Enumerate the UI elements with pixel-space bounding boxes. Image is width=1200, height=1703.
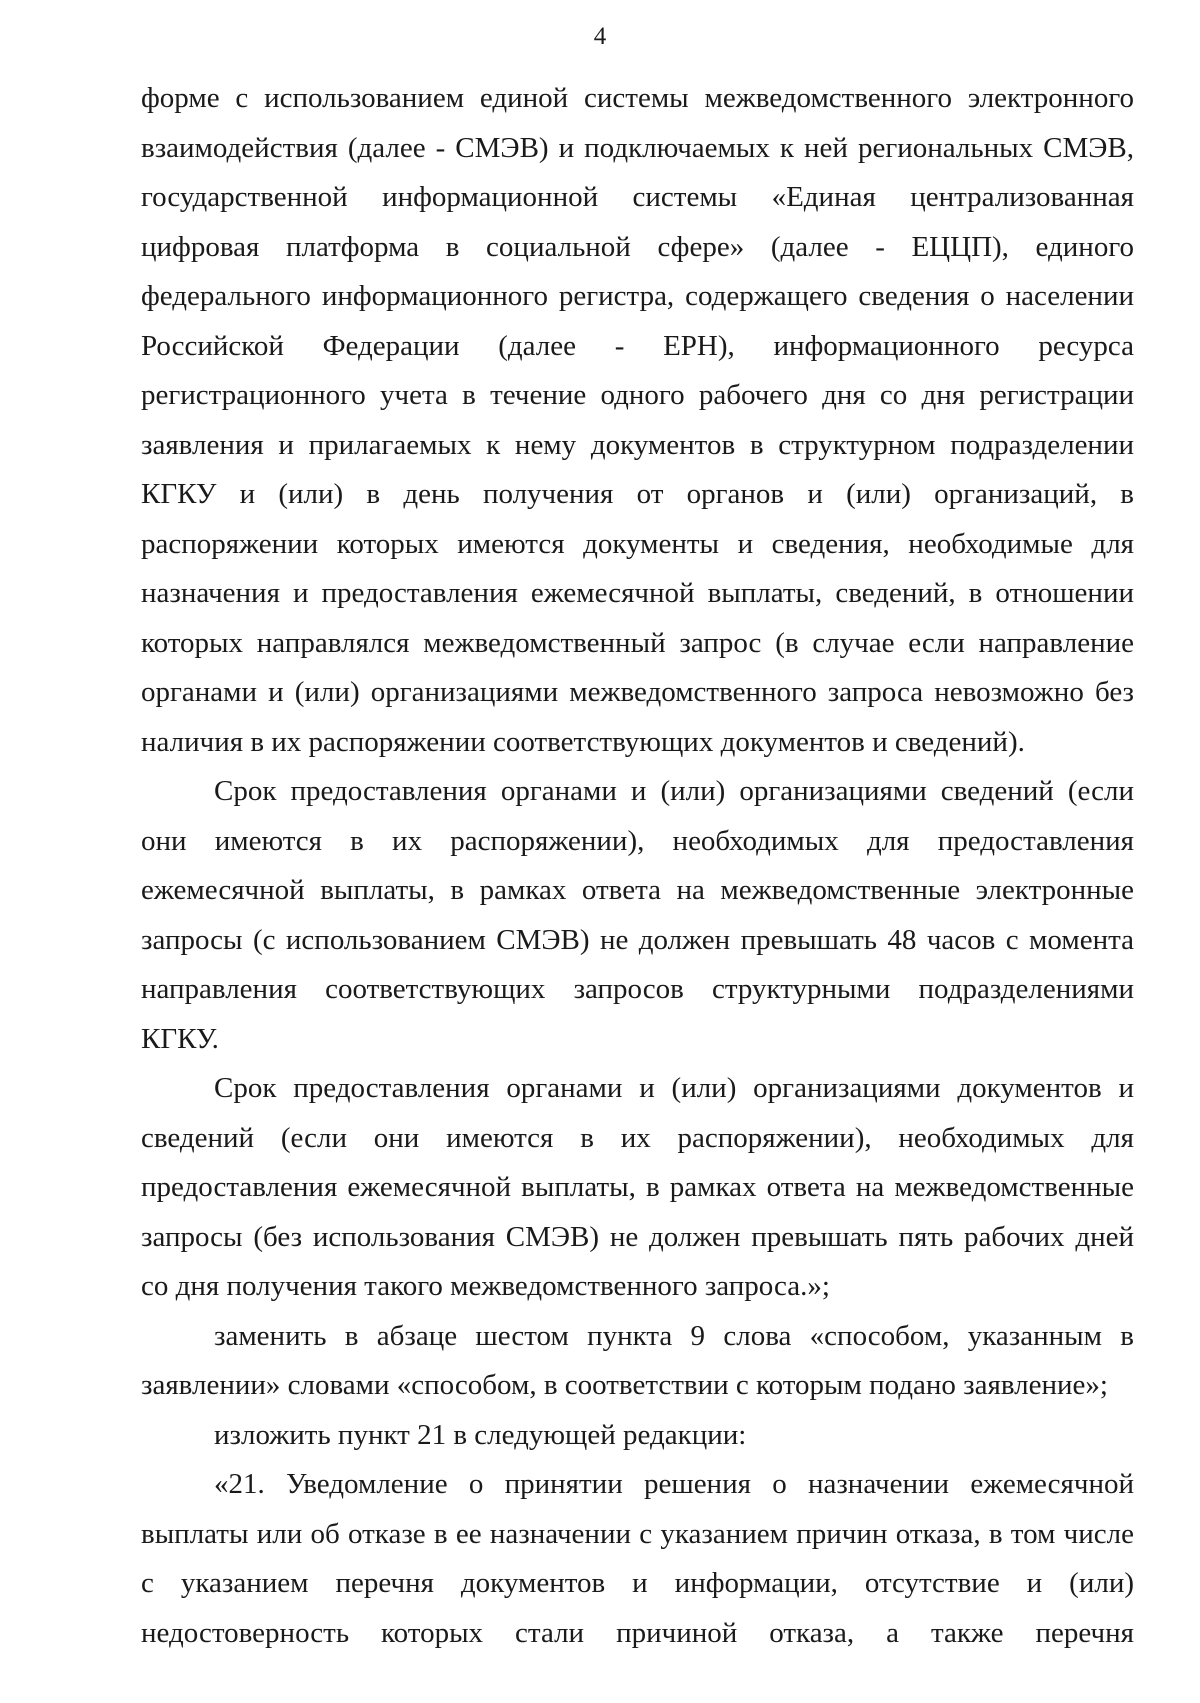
paragraph-smev-deadline: Срок предоставления органами и (или) организациями сведений (если они имеются в их распоряжении), необходимых для предоставления ежемесячной выплаты, в рамках ответа на межведомственные электронные запросы (с использованием СМЭВ) не должен превышать 48 часов с момента направления соответствующих запросов структурными подразделениями КГКУ. <box>141 775 1134 1055</box>
paragraph-continuation: форме с использованием единой системы межведомственного электронного взаимодействия (далее - СМЭВ) и подключаемых к ней региональных СМЭВ, государственной информационной системы «Единая централизованная цифровая платформа в социальной сфере» (далее - ЕЦЦП), единого федерального информационного регистра, содержащего сведения о населении Российской Федерации (далее - ЕРН), информационного ресурса регистрационного учета в течение одного рабочего дня со дня регистрации заявления и прилагаемых к нему документов в структурном подразделении КГКУ и (или) в день получения от органов и (или) организаций, в распоряжении которых имеются документы и сведения, необходимые для назначения и предоставления ежемесячной выплаты, сведений, в отношении которых направлялся межведомственный запрос (в случае если направление органами и (или) организациями межведомственного запроса невозможно без наличия в их распоряжении соответствующих документов и сведений). <box>141 82 1134 758</box>
document-body <box>141 74 1134 1658</box>
paragraph-amendment-point-9: заменить в абзаце шестом пункта 9 слова «способом, указанным в заявлении» словами «способом, в соответствии с которым подано заявление»; <box>141 1319 1134 1401</box>
paragraph-amendment-point-21: изложить пункт 21 в следующей редакции: <box>214 1418 747 1451</box>
page-number: 4 <box>593 23 607 50</box>
paragraph-non-smev-deadline: Срок предоставления органами и (или) организациями документов и сведений (если они имеются в их распоряжении), необходимых для предоставления ежемесячной выплаты, в рамках ответа на межведомственные запросы (без использования СМЭВ) не должен превышать пять рабочих дней со дня получения такого межведомственного запроса.»; <box>141 1072 1134 1302</box>
paragraph-point-21-text: «21. Уведомление о принятии решения о назначении ежемесячной выплаты или об отказе в ее назначении с указанием причин отказа, в том числе с указанием перечня документов и информации, отсутствие и (или) недостоверность которых стали причиной отказа, а также перечня <box>141 1468 1134 1649</box>
